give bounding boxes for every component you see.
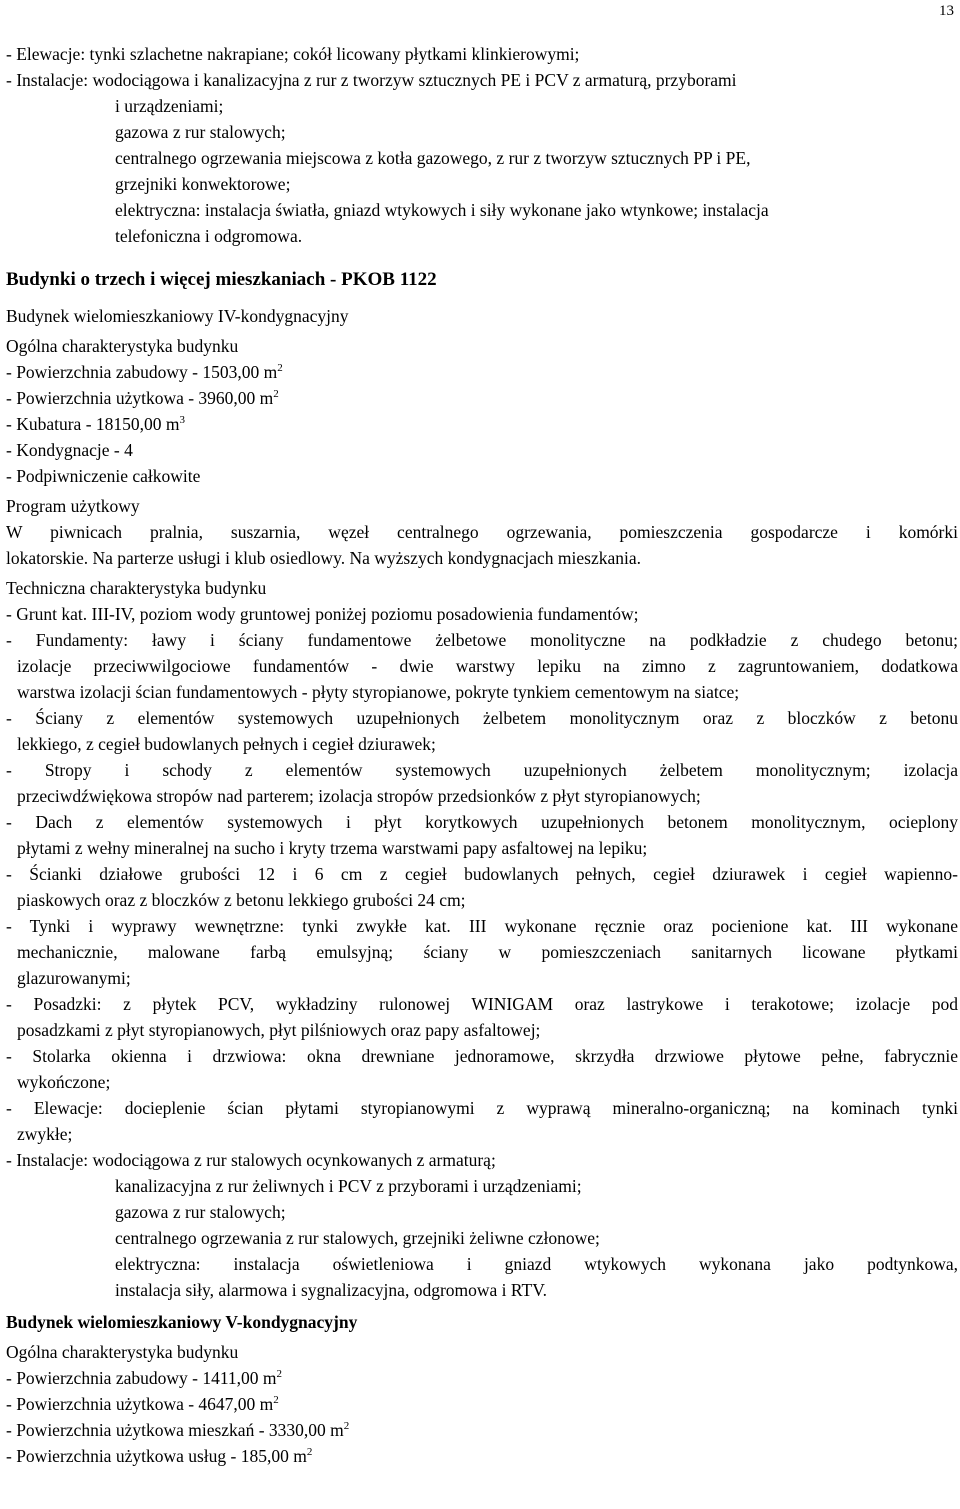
- list-item: elektryczna: instalacja oświetleniowa i gniazd wtykowych wykonana jako podtynkowa,: [115, 1254, 958, 1274]
- list-item: przeciwdźwiękowa stropów nad parterem; izolacja stropów przedsionków z płyt styropianowych;: [17, 786, 701, 806]
- list-item: płytami z wełny mineralnej na sucho i kryty trzema warstwami papy asfaltowej na lepiku;: [17, 838, 648, 858]
- list-item: - Posadzki: z płytek PCV, wykładziny rulonowej WINIGAM oraz lastrykowe i terakotowe; izolacje pod: [6, 994, 958, 1014]
- list-item: telefoniczna i odgromowa.: [115, 226, 303, 246]
- list-item: wykończone;: [17, 1072, 111, 1092]
- list-item: - Ściany z elementów systemowych uzupełnionych żelbetem monolitycznym oraz z bloczków z betonu: [6, 708, 958, 728]
- list-item: gazowa z rur stalowych;: [115, 122, 286, 142]
- building-heading: Budynek wielomieszkaniowy V-kondygnacyjny: [6, 1312, 358, 1332]
- list-item: - Elewacje: docieplenie ścian płytami styropianowymi z wyprawą mineralno-organiczną; na kominach tynki: [6, 1098, 958, 1118]
- list-item: zwykłe;: [17, 1124, 73, 1144]
- list-item: lekkiego, z cegieł budowlanych pełnych i cegieł dziurawek;: [17, 734, 436, 754]
- list-item: centralnego ogrzewania miejscowa z kotła gazowego, z rur z tworzyw sztucznych PP i PE,: [115, 148, 751, 168]
- list-item: - Ścianki działowe grubości 12 i 6 cm z cegieł budowlanych pełnych, cegieł dziurawek i cegieł wapienno-: [6, 864, 958, 884]
- list-item: - Fundamenty: ławy i ściany fundamentowe żelbetowe monolityczne na podkładzie z chudego betonu;: [6, 630, 958, 650]
- list-item: glazurowanymi;: [17, 968, 131, 988]
- subsection-heading: Ogólna charakterystyka budynku: [6, 1342, 239, 1362]
- list-item: - Elewacje: tynki szlachetne nakrapiane; cokół licowany płytkami klinkierowymi;: [6, 44, 580, 64]
- list-item: - Powierzchnia użytkowa mieszkań - 3330,00 $m^2$: [6, 1420, 350, 1440]
- list-item: - Instalacje: wodociągowa i kanalizacyjna z rur z tworzyw sztucznych PE i PCV z armaturą, przyborami: [6, 70, 737, 90]
- subsection-heading: Program użytkowy: [6, 496, 140, 516]
- list-item: piaskowych oraz z bloczków z betonu lekkiego grubości 24 cm;: [17, 890, 466, 910]
- subsection-heading: Ogólna charakterystyka budynku: [6, 336, 239, 356]
- list-item: - Grunt kat. III-IV, poziom wody gruntowej poniżej poziomu posadowienia fundamentów;: [6, 604, 639, 624]
- list-item: mechanicznie, malowane farbą emulsyjną; ściany w pomieszczeniach sanitarnych licowane płytkami: [17, 942, 958, 962]
- list-item: centralnego ogrzewania z rur stalowych, grzejniki żeliwne członowe;: [115, 1228, 600, 1248]
- paragraph-line: lokatorskie. Na parterze usługi i klub osiedlowy. Na wyższych kondygnacjach mieszkania.: [6, 548, 641, 568]
- list-item: - Powierzchnia użytkowa - 4647,00 $m^2$: [6, 1394, 279, 1414]
- list-item: i urządzeniami;: [115, 96, 224, 116]
- list-item: - Dach z elementów systemowych i płyt korytkowych uzupełnionych betonem monolitycznym, ocieplony: [6, 812, 958, 832]
- list-item: - Powierzchnia użytkowa - 3960,00 $m^2$: [6, 388, 279, 408]
- list-item: izolacje przeciwwilgociowe fundamentów - dwie warstwy lepiku na zimno z zagruntowaniem, dodatkowa: [17, 656, 958, 676]
- list-item: - Powierzchnia zabudowy - 1503,00 $m^2$: [6, 362, 283, 382]
- page-number: 13: [939, 3, 954, 19]
- list-item: elektryczna: instalacja światła, gniazd wtykowych i siły wykonane jako wtynkowe; instalacja: [115, 200, 769, 220]
- list-item: warstwa izolacji ścian fundamentowych - płyty styropianowe, pokryte tynkiem cementowym na siatce;: [17, 682, 740, 702]
- document-body: [6, 41, 958, 1469]
- subsection-heading: Techniczna charakterystyka budynku: [6, 578, 267, 598]
- list-item: - Powierzchnia zabudowy - 1411,00 $m^2$: [6, 1368, 283, 1388]
- list-item: - Instalacje: wodociągowa z rur stalowych ocynkowanych z armaturą;: [6, 1150, 496, 1170]
- section-heading: Budynki o trzech i więcej mieszkaniach - PKOB 1122: [6, 269, 437, 290]
- list-item: gazowa z rur stalowych;: [115, 1202, 286, 1222]
- building-heading: Budynek wielomieszkaniowy IV-kondygnacyjny: [6, 306, 349, 326]
- list-item: posadzkami z płyt styropianowych, płyt pilśniowych oraz papy asfaltowej;: [17, 1020, 541, 1040]
- list-item: - Tynki i wyprawy wewnętrzne: tynki zwykłe kat. III wykonane ręcznie oraz pocienione kat. III wykonane: [6, 916, 958, 936]
- list-item: - Kubatura - 18150,00 $m^3$: [6, 414, 186, 434]
- list-item: - Podpiwniczenie całkowite: [6, 466, 201, 486]
- list-item: - Powierzchnia użytkowa usług - 185,00 $m^2$: [6, 1446, 313, 1466]
- paragraph-line: W piwnicach pralnia, suszarnia, węzeł centralnego ogrzewania, pomieszczenia gospodarcze i komórki: [6, 522, 958, 542]
- list-item: - Kondygnacje - 4: [6, 440, 133, 460]
- list-item: - Stropy i schody z elementów systemowych uzupełnionych żelbetem monolitycznym; izolacja: [6, 760, 958, 780]
- list-item: kanalizacyjna z rur żeliwnych i PCV z przyborami i urządzeniami;: [115, 1176, 582, 1196]
- list-item: instalacja siły, alarmowa i sygnalizacyjna, odgromowa i RTV.: [115, 1280, 547, 1300]
- list-item: - Stolarka okienna i drzwiowa: okna drewniane jednoramowe, skrzydła drzwiowe płytowe pełne, fabrycznie: [6, 1046, 958, 1066]
- list-item: grzejniki konwektorowe;: [115, 174, 291, 194]
